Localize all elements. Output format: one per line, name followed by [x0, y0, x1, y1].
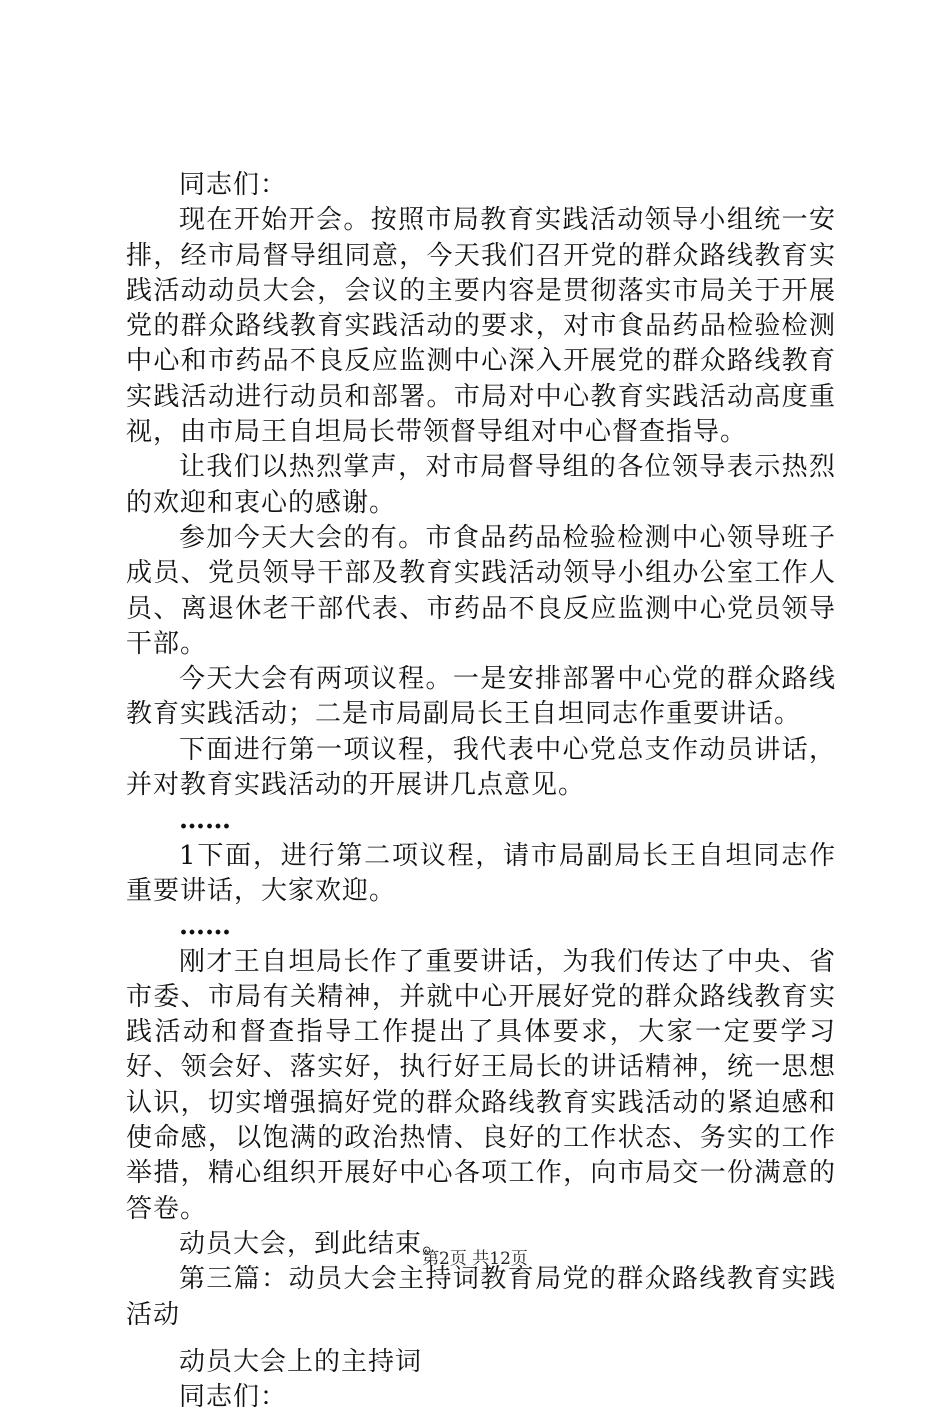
- paragraph-agenda: 今天大会有两项议程。一是安排部署中心党的群众路线教育实践活动；二是市局副局长王自坦同志作重要讲话。: [126, 664, 836, 730]
- paragraph-opening: 现在开始开会。按照市局教育实践活动领导小组统一安排，经市局督导组同意，今天我们召开党的群众路线教育实践活动动员大会，会议的主要内容是贯彻落实市局关于开展党的群众路线教育实践活动的要求，对市食品药品检验检测中心和市药品不良反应监测中心深入开展党的群众路线教育实践活动进行动员和部署。市局对中心教育实践活动高度重视，由市局王自坦局长带领督导组对中心督查指导。: [126, 205, 836, 448]
- paragraph-second-item: 1下面，进行第二项议程，请市局副局长王自坦同志作重要讲话，大家欢迎。: [126, 840, 836, 906]
- paragraph-welcome: 让我们以热烈掌声，对市局督导组的各位领导表示热烈的欢迎和衷心的感谢。: [126, 452, 836, 518]
- paragraph-attendees: 参加今天大会的有。市食品药品检验检测中心领导班子成员、党员领导干部及教育实践活动领导小组办公室工作人员、离退休老干部代表、市药品不良反应监测中心党员领导干部。: [126, 522, 836, 659]
- spacer: [126, 1333, 836, 1345]
- section-subtitle: 动员大会上的主持词: [179, 1346, 423, 1377]
- ellipsis-2: ……: [179, 911, 231, 942]
- section-heading: 第三篇：动员大会主持词教育局党的群众路线教育实践活动: [126, 1264, 836, 1330]
- ellipsis-1: ……: [179, 805, 231, 836]
- paragraph-summary: 刚才王自坦局长作了重要讲话，为我们传达了中央、省市委、市局有关精神，并就中心开展好党的群众路线教育实践活动和督查指导工作提出了具体要求，大家一定要学习好、领会好、落实好，执行好王局长的讲话精神，统一思想认识，切实增强搞好党的群众路线教育实践活动的紧迫感和使命感，以饱满的政治热情、良好的工作状态、务实的工作举措，精心组织开展好中心各项工作，向市局交一份满意的答卷。: [126, 946, 836, 1224]
- paragraph-first-item: 下面进行第一项议程，我代表中心党总支作动员讲话，并对教育实践活动的开展讲几点意见。: [126, 734, 836, 801]
- page-footer: 第2页 共12页: [422, 1249, 528, 1269]
- paragraph-closing: 动员大会，到此结束。: [179, 1228, 450, 1259]
- greeting: 同志们：: [179, 170, 288, 200]
- document-body: [126, 168, 836, 1415]
- greeting-2: 同志们：: [179, 1382, 288, 1413]
